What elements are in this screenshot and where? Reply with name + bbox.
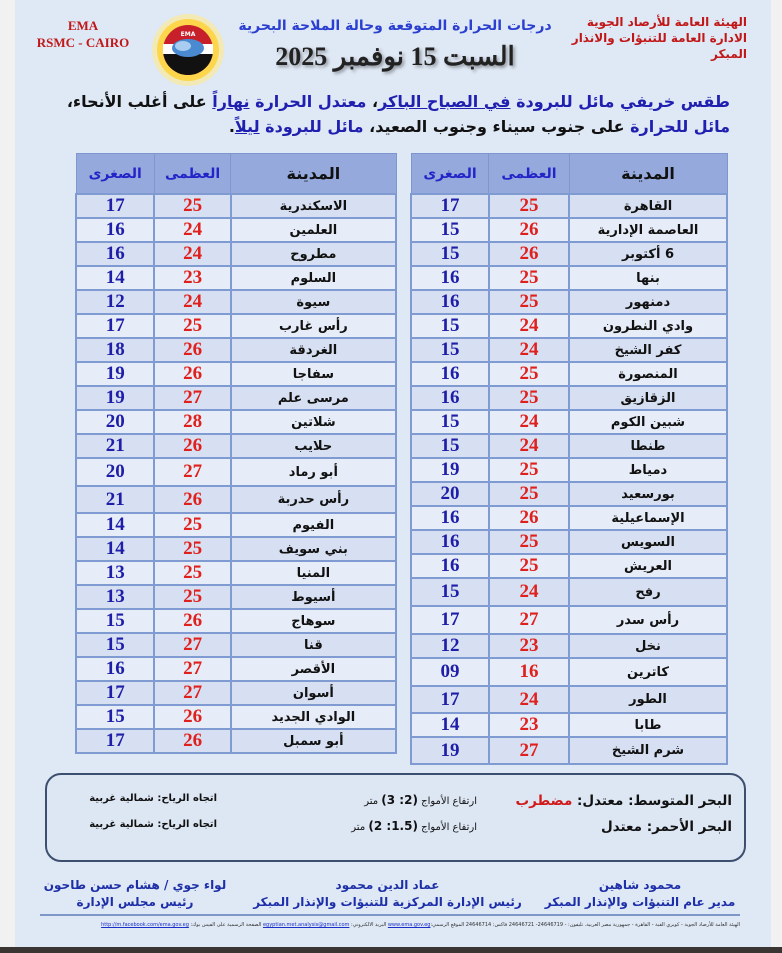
city-cell: كاترين: [569, 658, 727, 686]
forecast-date: السبت 15 نوفمبر 2025: [275, 42, 515, 71]
max-temp-cell: 25: [489, 194, 569, 218]
table-row: [411, 458, 727, 482]
wave-label: ارتفاع الأمواج: [417, 796, 477, 807]
table-row: [76, 218, 396, 242]
min-temp-cell: 20: [76, 410, 154, 434]
email-link[interactable]: egyptian.met.analysis@gmail.com: [262, 922, 350, 928]
table-row: [411, 578, 727, 606]
min-temp-cell: 17: [411, 194, 489, 218]
city-cell: حلايب: [231, 434, 396, 458]
max-temp-cell: 28: [154, 410, 230, 434]
table-row: [76, 290, 396, 314]
signature-central-admin: [245, 877, 530, 911]
city-cell: الزقازيق: [569, 386, 727, 410]
wave-value: (1.5: 2): [368, 819, 418, 833]
sea-row-mediterranean: [57, 793, 732, 813]
min-temp-cell: 15: [411, 242, 489, 266]
city-cell: رأس غارب: [231, 314, 396, 338]
max-temp-cell: 27: [154, 633, 230, 657]
max-temp-cell: 27: [154, 458, 230, 486]
table-row: [76, 609, 396, 633]
table-row: [76, 633, 396, 657]
min-temp-cell: 16: [411, 506, 489, 530]
min-temp-cell: 12: [76, 290, 154, 314]
max-temp-cell: 26: [154, 486, 230, 513]
min-temp-cell: 16: [76, 657, 154, 681]
table-row: [411, 482, 727, 506]
max-temp-cell: 25: [489, 458, 569, 482]
max-temp-cell: 23: [154, 266, 230, 290]
table-row: [76, 486, 396, 513]
max-temp-cell: 25: [489, 554, 569, 578]
table-row: [76, 410, 396, 434]
table-row: [411, 506, 727, 530]
city-cell: أبو سمبل: [231, 729, 396, 753]
min-temp-cell: 15: [411, 410, 489, 434]
email-label: البريد الالكتروني:: [349, 922, 388, 928]
table-row: [76, 194, 396, 218]
logo-text: EMA: [180, 31, 196, 38]
max-temp-cell: 26: [154, 362, 230, 386]
city-cell: قنا: [231, 633, 396, 657]
column-header-min: الصغرى: [76, 154, 154, 195]
sea-state: مضطرب: [515, 793, 573, 809]
max-temp-cell: 24: [154, 242, 230, 266]
weather-summary: [30, 89, 730, 139]
min-temp-cell: 15: [411, 218, 489, 242]
summary-part: ،: [366, 92, 379, 111]
city-cell: دمنهور: [569, 290, 727, 314]
organization-name: [565, 14, 747, 62]
city-cell: العاصمة الإدارية: [569, 218, 727, 242]
min-temp-cell: 15: [411, 434, 489, 458]
min-temp-cell: 14: [411, 713, 489, 737]
page-title: درجات الحرارة المتوقعة وحالة الملاحة البحرية: [238, 18, 552, 34]
table-row: [411, 410, 727, 434]
footer-contact: [40, 922, 740, 928]
max-temp-cell: 27: [489, 737, 569, 764]
min-temp-cell: 16: [411, 554, 489, 578]
min-temp-cell: 14: [76, 513, 154, 537]
column-header-min: الصغرى: [411, 154, 489, 195]
city-cell: طابا: [569, 713, 727, 737]
org-line-2: الادارة العامة للتنبؤات والانذار المبكر: [571, 31, 747, 61]
sea-label: البحر الأحمر: معتدل: [601, 819, 732, 835]
min-temp-cell: 18: [76, 338, 154, 362]
table-row: [411, 314, 727, 338]
max-temp-cell: 25: [489, 386, 569, 410]
city-cell: الغردقة: [231, 338, 396, 362]
min-temp-cell: 15: [76, 705, 154, 729]
city-cell: شرم الشيخ: [569, 737, 727, 764]
min-temp-cell: 13: [76, 585, 154, 609]
min-temp-cell: 12: [411, 634, 489, 658]
bottom-bar: [0, 947, 782, 953]
table-row: [411, 290, 727, 314]
table-row: [411, 434, 727, 458]
city-cell: بورسعيد: [569, 482, 727, 506]
min-temp-cell: 15: [411, 578, 489, 606]
summary-part: معتدل الحرارة: [255, 92, 367, 111]
column-header-max: العظمى: [489, 154, 569, 195]
min-temp-cell: 19: [411, 737, 489, 764]
max-temp-cell: 24: [154, 218, 230, 242]
max-temp-cell: 25: [489, 482, 569, 506]
max-temp-cell: 25: [154, 314, 230, 338]
max-temp-cell: 26: [154, 729, 230, 753]
sea-label: البحر المتوسط: معتدل:: [572, 793, 732, 809]
max-temp-cell: 27: [154, 657, 230, 681]
city-cell: القاهرة: [569, 194, 727, 218]
min-temp-cell: 19: [76, 362, 154, 386]
min-temp-cell: 19: [76, 386, 154, 410]
table-row: [76, 362, 396, 386]
wind-direction: اتجاه الرياح: شمالية غربية: [89, 793, 217, 804]
table-row: [76, 338, 396, 362]
signature-title: رئيس الإدارة المركزية للتنبؤات والإنذار المبكر: [253, 895, 522, 909]
max-temp-cell: 23: [489, 713, 569, 737]
min-temp-cell: 17: [76, 681, 154, 705]
city-cell: أسيوط: [231, 585, 396, 609]
column-header-city: المدينة: [569, 154, 727, 195]
min-temp-cell: 15: [76, 609, 154, 633]
abbr-line-1: EMA: [67, 18, 99, 33]
table-row: [76, 434, 396, 458]
city-cell: بنها: [569, 266, 727, 290]
column-header-city: المدينة: [231, 154, 396, 195]
table-row: [411, 658, 727, 686]
wave-value: (2: 3): [381, 793, 418, 807]
summary-part: في الصباح الباكر: [378, 92, 511, 111]
max-temp-cell: 25: [154, 194, 230, 218]
max-temp-cell: 25: [489, 266, 569, 290]
max-temp-cell: 16: [489, 658, 569, 686]
min-temp-cell: 15: [76, 633, 154, 657]
organization-abbr: [28, 17, 138, 51]
wave-label: ارتفاع الأمواج: [417, 822, 477, 833]
city-cell: السويس: [569, 530, 727, 554]
max-temp-cell: 25: [154, 585, 230, 609]
table-row: [76, 242, 396, 266]
min-temp-cell: 16: [411, 530, 489, 554]
min-temp-cell: 17: [76, 729, 154, 753]
signature-title: مدير عام التنبؤات والإنذار المبكر: [544, 895, 736, 909]
city-cell: الإسماعيلية: [569, 506, 727, 530]
city-cell: الاسكندرية: [231, 194, 396, 218]
wave-unit: متر: [351, 822, 369, 833]
max-temp-cell: 26: [154, 434, 230, 458]
table-row: [411, 338, 727, 362]
table-row: [76, 561, 396, 585]
min-temp-cell: 16: [411, 290, 489, 314]
signature-title: رئيس مجلس الإدارة: [76, 895, 194, 909]
wind-direction: اتجاه الرياح: شمالية غربية: [89, 819, 217, 830]
summary-part: ليلاً: [234, 117, 260, 136]
table-row: [76, 266, 396, 290]
table-row: [411, 606, 727, 634]
city-cell: المنيا: [231, 561, 396, 585]
city-cell: أبو رماد: [231, 458, 396, 486]
city-cell: وادي النطرون: [569, 314, 727, 338]
city-cell: رأس سدر: [569, 606, 727, 634]
city-cell: أسوان: [231, 681, 396, 705]
min-temp-cell: 20: [76, 458, 154, 486]
city-cell: مطروح: [231, 242, 396, 266]
signature-forecast-director: [535, 877, 745, 911]
city-cell: الطور: [569, 686, 727, 713]
city-cell: شلاتين: [231, 410, 396, 434]
wave-unit: متر: [364, 796, 382, 807]
signature-name: عماد الدين محمود: [335, 878, 440, 892]
city-cell: 6 أكتوبر: [569, 242, 727, 266]
city-cell: بني سويف: [231, 537, 396, 561]
min-temp-cell: 16: [76, 242, 154, 266]
max-temp-cell: 26: [154, 338, 230, 362]
max-temp-cell: 27: [489, 606, 569, 634]
table-row: [411, 218, 727, 242]
min-temp-cell: 19: [411, 458, 489, 482]
city-cell: الأقصر: [231, 657, 396, 681]
min-temp-cell: 15: [411, 314, 489, 338]
sea-name: [517, 819, 732, 835]
sea-name: [517, 793, 732, 809]
min-temp-cell: 13: [76, 561, 154, 585]
max-temp-cell: 24: [489, 410, 569, 434]
city-cell: سوهاج: [231, 609, 396, 633]
footer-address: الهيئة العامة للأرصاد الجوية - كوبري القبة - القاهرة - جمهورية مصر العربية. تليفون: - 24646719- 24646721 فاكس: 24646714 الموقع الرسمي:: [430, 922, 740, 928]
temperature-table-left: [75, 153, 397, 754]
table-row: [411, 362, 727, 386]
wave-height: [307, 793, 477, 807]
city-cell: رأس حدربة: [231, 486, 396, 513]
wave-height: [307, 819, 477, 833]
summary-part: على جنوب سيناء وجنوب الصعيد،: [363, 117, 631, 136]
summary-part: مائل للبرودة: [265, 117, 364, 136]
table-row: [411, 242, 727, 266]
abbr-line-2: RSMC - CAIRO: [36, 35, 130, 50]
summary-part: مائل للحرارة: [630, 117, 730, 136]
max-temp-cell: 26: [489, 242, 569, 266]
table-row: [411, 713, 727, 737]
summary-part: نهاراً: [212, 92, 250, 111]
city-cell: سفاجا: [231, 362, 396, 386]
temperature-table-right: [410, 153, 728, 765]
summary-part: على أغلب الأنحاء،: [66, 92, 213, 111]
max-temp-cell: 25: [489, 530, 569, 554]
table-row: [411, 737, 727, 764]
table-row: [76, 681, 396, 705]
max-temp-cell: 26: [489, 218, 569, 242]
max-temp-cell: 27: [154, 386, 230, 410]
min-temp-cell: 15: [411, 338, 489, 362]
min-temp-cell: 09: [411, 658, 489, 686]
min-temp-cell: 21: [76, 434, 154, 458]
min-temp-cell: 14: [76, 537, 154, 561]
table-row: [76, 705, 396, 729]
min-temp-cell: 20: [411, 482, 489, 506]
table-row: [411, 386, 727, 410]
city-cell: سيوة: [231, 290, 396, 314]
city-cell: رفح: [569, 578, 727, 606]
min-temp-cell: 16: [411, 386, 489, 410]
min-temp-cell: 17: [411, 606, 489, 634]
city-cell: نخل: [569, 634, 727, 658]
min-temp-cell: 14: [76, 266, 154, 290]
footer-divider: [40, 914, 740, 916]
table-row: [76, 537, 396, 561]
max-temp-cell: 23: [489, 634, 569, 658]
table-header-row: [411, 154, 727, 195]
max-temp-cell: 26: [489, 506, 569, 530]
max-temp-cell: 27: [154, 681, 230, 705]
website-link[interactable]: www.ema.gov.eg: [387, 922, 431, 928]
table-header-row: [76, 154, 396, 195]
max-temp-cell: 25: [489, 290, 569, 314]
city-cell: مرسى علم: [231, 386, 396, 410]
table-row: [411, 530, 727, 554]
table-row: [411, 634, 727, 658]
table-row: [411, 686, 727, 713]
min-temp-cell: 16: [411, 266, 489, 290]
max-temp-cell: 25: [154, 561, 230, 585]
min-temp-cell: 21: [76, 486, 154, 513]
max-temp-cell: 26: [154, 705, 230, 729]
summary-part: طقس خريفي مائل للبرودة: [516, 92, 730, 111]
sea-row-red-sea: [57, 819, 732, 839]
table-row: [411, 554, 727, 578]
min-temp-cell: 17: [76, 314, 154, 338]
city-cell: دمياط: [569, 458, 727, 482]
ema-logo-icon: [150, 12, 226, 88]
table-row: [76, 386, 396, 410]
max-temp-cell: 26: [154, 609, 230, 633]
summary-part: .: [228, 117, 235, 136]
city-cell: السلوم: [231, 266, 396, 290]
city-cell: العلمين: [231, 218, 396, 242]
city-cell: كفر الشيخ: [569, 338, 727, 362]
min-temp-cell: 17: [76, 194, 154, 218]
max-temp-cell: 24: [489, 434, 569, 458]
table-row: [76, 657, 396, 681]
min-temp-cell: 16: [76, 218, 154, 242]
table-row: [76, 314, 396, 338]
max-temp-cell: 25: [489, 362, 569, 386]
min-temp-cell: 16: [411, 362, 489, 386]
table-row: [411, 266, 727, 290]
table-row: [76, 513, 396, 537]
signature-name: محمود شاهين: [598, 878, 682, 892]
facebook-link[interactable]: http://m.facebook.com/ema.gov.eg: [101, 922, 189, 928]
max-temp-cell: 24: [489, 578, 569, 606]
city-cell: الوادي الجديد: [231, 705, 396, 729]
max-temp-cell: 24: [489, 314, 569, 338]
column-header-max: العظمى: [154, 154, 230, 195]
city-cell: الفيوم: [231, 513, 396, 537]
table-row: [76, 729, 396, 753]
sea-conditions-box: [45, 773, 746, 862]
max-temp-cell: 24: [489, 686, 569, 713]
city-cell: طنطا: [569, 434, 727, 458]
max-temp-cell: 24: [489, 338, 569, 362]
signature-name: لواء جوي / هشام حسن طاحون: [43, 878, 227, 892]
city-cell: المنصورة: [569, 362, 727, 386]
table-row: [76, 458, 396, 486]
table-row: [76, 585, 396, 609]
min-temp-cell: 17: [411, 686, 489, 713]
max-temp-cell: 24: [154, 290, 230, 314]
max-temp-cell: 25: [154, 537, 230, 561]
org-line-1: الهيئة العامة للأرصاد الجوية: [586, 15, 747, 29]
signature-chairman: [35, 877, 235, 911]
facebook-label: الصفحة الرسمية على الفيس بوك:: [188, 922, 263, 928]
table-row: [411, 194, 727, 218]
city-cell: شبين الكوم: [569, 410, 727, 434]
city-cell: العريش: [569, 554, 727, 578]
max-temp-cell: 25: [154, 513, 230, 537]
